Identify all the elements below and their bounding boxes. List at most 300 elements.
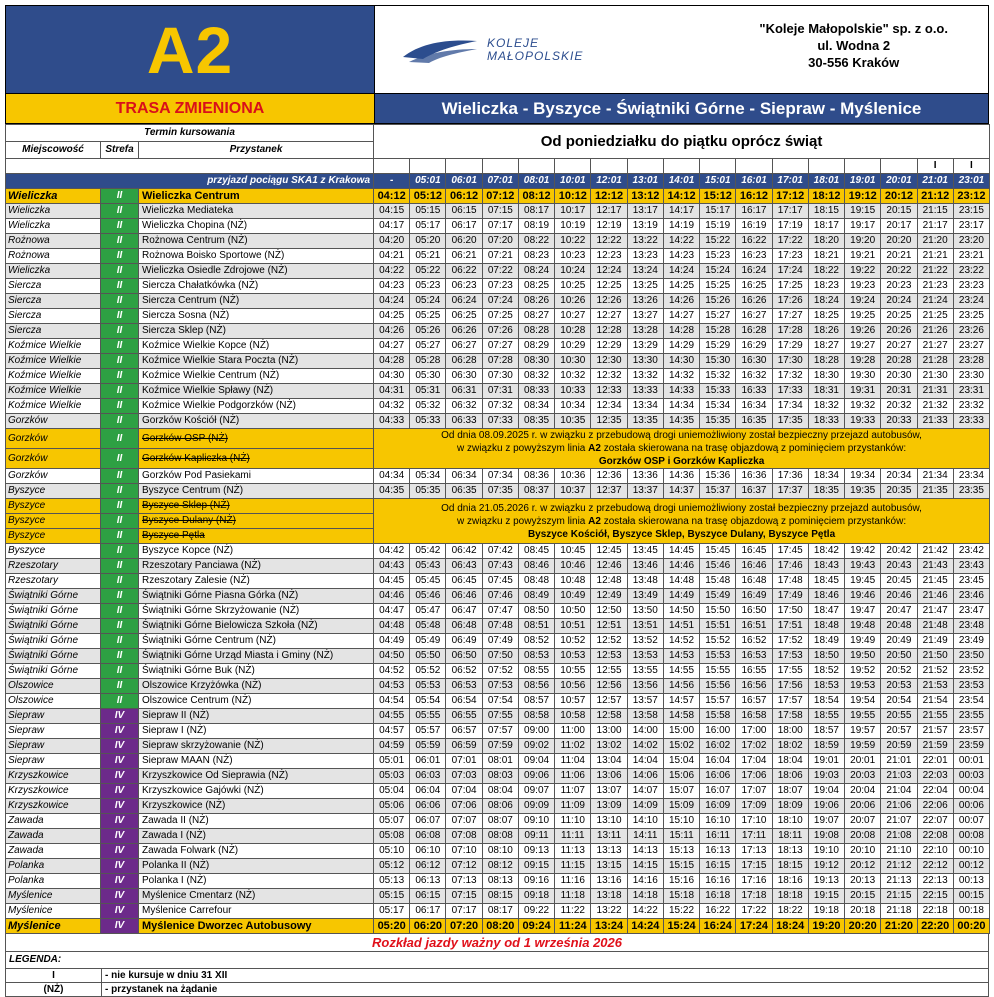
train-arrival-time: 07:01 <box>482 174 518 189</box>
departure-time: 23:27 <box>953 339 989 354</box>
town-name: Byszyce <box>6 514 101 529</box>
departure-time: 08:27 <box>518 309 554 324</box>
table-row <box>6 264 990 279</box>
departure-time: 12:27 <box>591 309 627 324</box>
departure-time: 07:57 <box>482 724 518 739</box>
departure-time: 06:17 <box>410 904 446 919</box>
legend-title: LEGENDA: <box>9 954 62 965</box>
table-row <box>6 859 990 874</box>
zone-badge: II <box>101 514 139 529</box>
departure-time: 13:15 <box>591 859 627 874</box>
departure-time: 08:17 <box>482 904 518 919</box>
departure-time: 23:20 <box>953 234 989 249</box>
departure-time: 18:50 <box>808 649 844 664</box>
departure-time: 21:50 <box>917 649 953 664</box>
departure-time: 17:19 <box>772 219 808 234</box>
departure-time: 00:20 <box>953 919 989 934</box>
departure-time: 18:28 <box>808 354 844 369</box>
departure-time: 17:26 <box>772 294 808 309</box>
town-name: Myślenice <box>6 904 101 919</box>
departure-time: 23:25 <box>953 309 989 324</box>
departure-time: 06:15 <box>410 889 446 904</box>
departure-time: 18:16 <box>772 874 808 889</box>
departure-time: 07:27 <box>482 339 518 354</box>
service-mark <box>663 159 699 174</box>
service-mark <box>482 159 518 174</box>
table-row <box>6 919 990 934</box>
notice-text: w związku z powyższym linia <box>457 443 589 454</box>
zone-badge: II <box>101 264 139 279</box>
table-row <box>6 219 990 234</box>
departure-time: 21:35 <box>917 484 953 499</box>
table-row <box>6 619 990 634</box>
departure-time: 18:06 <box>772 769 808 784</box>
town-name: Byszyce <box>6 499 101 514</box>
departure-time: 00:13 <box>953 874 989 889</box>
departure-time: 18:24 <box>808 294 844 309</box>
departure-time: 12:17 <box>591 204 627 219</box>
train-logo-icon <box>401 35 479 65</box>
departure-time: 08:25 <box>518 279 554 294</box>
table-row <box>6 234 990 249</box>
departure-time: 15:33 <box>700 384 736 399</box>
departure-time: 21:03 <box>881 769 917 784</box>
departure-time: 22:03 <box>917 769 953 784</box>
departure-time: 16:24 <box>736 264 772 279</box>
departure-time: 13:56 <box>627 679 663 694</box>
departure-time: 18:55 <box>808 709 844 724</box>
departure-time: 17:36 <box>772 469 808 484</box>
departure-time: 18:23 <box>808 279 844 294</box>
departure-time: 12:34 <box>591 399 627 414</box>
departure-time: 07:43 <box>482 559 518 574</box>
zone-badge: II <box>101 664 139 679</box>
departure-time: 16:58 <box>736 709 772 724</box>
departure-time: 20:24 <box>881 294 917 309</box>
departure-time: 17:22 <box>772 234 808 249</box>
departure-time: 12:51 <box>591 619 627 634</box>
departure-time: 08:12 <box>518 189 554 204</box>
departure-time: 21:20 <box>881 919 917 934</box>
departure-time: 07:45 <box>482 574 518 589</box>
table-row <box>6 724 990 739</box>
table-row <box>6 769 990 784</box>
departure-time: 15:48 <box>700 574 736 589</box>
table-row <box>6 189 990 204</box>
departure-time: 07:46 <box>482 589 518 604</box>
departure-time: 08:46 <box>518 559 554 574</box>
departure-time: 13:23 <box>627 249 663 264</box>
departure-time: 07:06 <box>446 799 482 814</box>
departure-time: 15:53 <box>700 649 736 664</box>
departure-time: 08:56 <box>518 679 554 694</box>
departure-time: 20:15 <box>845 889 881 904</box>
departure-time: 07:32 <box>482 399 518 414</box>
detour-notice <box>374 429 990 469</box>
departure-time: 16:49 <box>736 589 772 604</box>
train-arrival-time: 10:01 <box>555 174 591 189</box>
departure-time: 16:29 <box>736 339 772 354</box>
departure-time: 06:31 <box>446 384 482 399</box>
departure-time: 08:07 <box>482 814 518 829</box>
departure-time: 14:35 <box>663 414 699 429</box>
departure-time: 11:22 <box>555 904 591 919</box>
departure-time: 04:25 <box>374 309 410 324</box>
departure-time: 14:24 <box>627 919 663 934</box>
stop-name: Rożnowa Boisko Sportowe (NŻ) <box>139 249 374 264</box>
table-row <box>6 414 990 429</box>
departure-time: 19:31 <box>845 384 881 399</box>
departure-time: 08:13 <box>482 874 518 889</box>
departure-time: 18:02 <box>772 739 808 754</box>
departure-time: 04:46 <box>374 589 410 604</box>
departure-time: 16:17 <box>736 204 772 219</box>
departure-time: 15:04 <box>663 754 699 769</box>
stop-name: Wieliczka Osiedle Zdrojowe (NŻ) <box>139 264 374 279</box>
stop-name: Byszyce Dulany (NŻ) <box>139 514 374 529</box>
departure-time: 09:11 <box>518 829 554 844</box>
train-arrival-time: 16:01 <box>736 174 772 189</box>
departure-time: 04:26 <box>374 324 410 339</box>
departure-time: 05:35 <box>410 484 446 499</box>
departure-time: 16:24 <box>700 919 736 934</box>
departure-time: 14:06 <box>627 769 663 784</box>
town-name: Byszyce <box>6 484 101 499</box>
departure-time: 13:35 <box>627 414 663 429</box>
departure-time: 04:17 <box>374 219 410 234</box>
zone-badge: II <box>101 589 139 604</box>
stop-name: Gorzków Pod Pasiekami <box>139 469 374 484</box>
departure-time: 10:30 <box>555 354 591 369</box>
departure-time: 05:13 <box>374 874 410 889</box>
departure-time: 07:20 <box>482 234 518 249</box>
departure-time: 22:20 <box>917 919 953 934</box>
notice-route: A2 <box>588 443 601 454</box>
departure-time: 04:47 <box>374 604 410 619</box>
table-row <box>6 294 990 309</box>
departure-time: 19:45 <box>845 574 881 589</box>
table-row <box>6 649 990 664</box>
zone-badge: II <box>101 679 139 694</box>
zone-badge: IV <box>101 859 139 874</box>
departure-time: 19:46 <box>845 589 881 604</box>
departure-time: 19:17 <box>845 219 881 234</box>
departure-time: 13:46 <box>627 559 663 574</box>
train-arrival-time: 17:01 <box>772 174 808 189</box>
departure-time: 12:53 <box>591 649 627 664</box>
departure-time: 11:10 <box>555 814 591 829</box>
departure-time: 08:35 <box>518 414 554 429</box>
departure-time: 23:35 <box>953 484 989 499</box>
departure-time: 21:47 <box>917 604 953 619</box>
departure-time: 10:24 <box>555 264 591 279</box>
departure-time: 13:53 <box>627 649 663 664</box>
table-row <box>6 469 990 484</box>
departure-time: 21:31 <box>917 384 953 399</box>
departure-time: 16:37 <box>736 484 772 499</box>
departure-time: 12:49 <box>591 589 627 604</box>
departure-time: 20:42 <box>881 544 917 559</box>
train-arrival-time: 18:01 <box>808 174 844 189</box>
departure-time: 16:22 <box>700 904 736 919</box>
departure-time: 20:52 <box>881 664 917 679</box>
train-arrival-time: 05:01 <box>410 174 446 189</box>
departure-time: 06:33 <box>446 414 482 429</box>
departure-time: 21:32 <box>917 399 953 414</box>
departure-time: 06:03 <box>410 769 446 784</box>
departure-time: 12:22 <box>591 234 627 249</box>
stop-name: Gorzków Kapliczka (NŻ) <box>139 449 374 469</box>
departure-time: 06:13 <box>410 874 446 889</box>
departure-time: 16:36 <box>736 469 772 484</box>
departure-time: 05:32 <box>410 399 446 414</box>
departure-time: 15:16 <box>663 874 699 889</box>
departure-time: 04:49 <box>374 634 410 649</box>
departure-time: 16:23 <box>736 249 772 264</box>
departure-time: 04:30 <box>374 369 410 384</box>
departure-time: 21:49 <box>917 634 953 649</box>
departure-time: 18:12 <box>808 189 844 204</box>
stop-name: Byszyce Centrum (NŻ) <box>139 484 374 499</box>
departure-time: 23:28 <box>953 354 989 369</box>
departure-time: 23:17 <box>953 219 989 234</box>
departure-time: 06:42 <box>446 544 482 559</box>
departure-time: 17:58 <box>772 709 808 724</box>
departure-time: 07:23 <box>482 279 518 294</box>
zone-badge: II <box>101 324 139 339</box>
departure-time: 15:23 <box>700 249 736 264</box>
departure-time: 17:30 <box>772 354 808 369</box>
departure-time: 08:17 <box>518 204 554 219</box>
departure-time: 20:20 <box>845 919 881 934</box>
departure-time: 13:27 <box>627 309 663 324</box>
departure-time: 15:36 <box>700 469 736 484</box>
departure-time: 14:09 <box>627 799 663 814</box>
table-row <box>6 844 990 859</box>
departure-time: 06:35 <box>446 484 482 499</box>
departure-time: 09:24 <box>518 919 554 934</box>
departure-time: 05:52 <box>410 664 446 679</box>
departure-time: 06:46 <box>446 589 482 604</box>
departure-time: 05:15 <box>410 204 446 219</box>
departure-time: 06:55 <box>446 709 482 724</box>
departure-time: 17:33 <box>772 384 808 399</box>
departure-time: 06:01 <box>410 754 446 769</box>
departure-time: 23:48 <box>953 619 989 634</box>
departure-time: 10:48 <box>555 574 591 589</box>
departure-time: 20:30 <box>881 369 917 384</box>
departure-time: 20:45 <box>881 574 917 589</box>
stop-name: Byszyce Pętla <box>139 529 374 544</box>
departure-time: 18:31 <box>808 384 844 399</box>
departure-time: 21:15 <box>917 204 953 219</box>
departure-time: 21:53 <box>917 679 953 694</box>
notice-line: Od dnia 08.09.2025 r. w związku z przebudową drogi uniemożliwiony został bezpieczny przejazd autobusów, <box>441 430 922 441</box>
departure-time: 21:12 <box>917 189 953 204</box>
departure-time: 09:18 <box>518 889 554 904</box>
stop-name: Krzyszkowice (NŻ) <box>139 799 374 814</box>
departure-time: 05:21 <box>410 249 446 264</box>
departure-time: 21:01 <box>881 754 917 769</box>
departure-time: 16:53 <box>736 649 772 664</box>
table-row <box>6 249 990 264</box>
departure-time: 21:48 <box>917 619 953 634</box>
departure-time: 20:35 <box>881 484 917 499</box>
departure-time: 23:55 <box>953 709 989 724</box>
departure-time: 13:24 <box>627 264 663 279</box>
departure-time: 18:21 <box>808 249 844 264</box>
departure-time: 04:15 <box>374 204 410 219</box>
departure-time: 16:30 <box>736 354 772 369</box>
departure-time: 16:52 <box>736 634 772 649</box>
route-changed-banner: TRASA ZMIENIONA <box>6 94 375 123</box>
departure-time: 20:26 <box>881 324 917 339</box>
departure-time: 14:23 <box>663 249 699 264</box>
departure-time: 16:02 <box>700 739 736 754</box>
departure-time: 18:53 <box>808 679 844 694</box>
departure-time: 18:00 <box>772 724 808 739</box>
legend <box>5 952 989 997</box>
departure-time: 18:45 <box>808 574 844 589</box>
train-arrival-time: 19:01 <box>845 174 881 189</box>
departure-time: 22:01 <box>917 754 953 769</box>
departure-time: 12:24 <box>591 264 627 279</box>
departure-time: 09:22 <box>518 904 554 919</box>
departure-time: 05:17 <box>374 904 410 919</box>
departure-time: 17:07 <box>736 784 772 799</box>
departure-time: 05:07 <box>374 814 410 829</box>
departure-time: 15:45 <box>700 544 736 559</box>
departure-time: 15:24 <box>700 264 736 279</box>
departure-time: 07:31 <box>482 384 518 399</box>
departure-time: 14:16 <box>627 874 663 889</box>
departure-time: 12:12 <box>591 189 627 204</box>
departure-time: 11:24 <box>555 919 591 934</box>
departure-time: 18:34 <box>808 469 844 484</box>
notice-line: Od dnia 21.05.2026 r. w związku z przebudową drogi uniemożliwiony został bezpieczny przejazd autobusów, <box>441 502 922 514</box>
departure-time: 16:48 <box>736 574 772 589</box>
departure-time: 04:42 <box>374 544 410 559</box>
service-mark <box>808 159 844 174</box>
departure-time: 05:15 <box>374 889 410 904</box>
departure-time: 18:10 <box>772 814 808 829</box>
departure-time: 15:06 <box>663 769 699 784</box>
departure-time: 17:24 <box>772 264 808 279</box>
departure-time: 17:12 <box>772 189 808 204</box>
departure-time: 17:49 <box>772 589 808 604</box>
departure-time: 13:58 <box>627 709 663 724</box>
departure-time: 07:42 <box>482 544 518 559</box>
departure-time: 17:53 <box>772 649 808 664</box>
departure-time: 04:32 <box>374 399 410 414</box>
validity-note: Rozkład jazdy ważny od 1 września 2026 <box>5 934 989 952</box>
column-town: Miejscowość <box>6 142 101 159</box>
departure-time: 10:58 <box>555 709 591 724</box>
departure-time: 20:27 <box>881 339 917 354</box>
departure-time: 23:53 <box>953 679 989 694</box>
town-name: Gorzków <box>6 469 101 484</box>
table-row <box>6 709 990 724</box>
departure-time: 11:11 <box>555 829 591 844</box>
notice-line <box>376 442 987 455</box>
notice-skipped-stops: Byszyce Kościół, Byszyce Sklep, Byszyce Dulany, Byszyce Pętla <box>527 528 836 540</box>
logo-text <box>487 37 583 63</box>
departure-time: 19:26 <box>845 324 881 339</box>
zone-badge: II <box>101 189 139 204</box>
table-row <box>6 889 990 904</box>
departure-time: 06:27 <box>446 339 482 354</box>
town-name: Wieliczka <box>6 189 101 204</box>
departure-time: 10:12 <box>555 189 591 204</box>
termin-row <box>6 125 990 142</box>
departure-time: 23:33 <box>953 414 989 429</box>
departure-time: 22:10 <box>917 844 953 859</box>
departure-time: 07:22 <box>482 264 518 279</box>
departure-time: 07:10 <box>446 844 482 859</box>
departure-time: 08:19 <box>518 219 554 234</box>
departure-time: 18:43 <box>808 559 844 574</box>
stop-name: Wieliczka Chopina (NŻ) <box>139 219 374 234</box>
town-name: Rożnowa <box>6 234 101 249</box>
departure-time: 17:10 <box>736 814 772 829</box>
departure-time: 08:20 <box>482 919 518 934</box>
departure-time: 16:32 <box>736 369 772 384</box>
stop-name: Zawada II (NŻ) <box>139 814 374 829</box>
departure-time: 05:01 <box>374 754 410 769</box>
table-row <box>6 544 990 559</box>
departure-time: 07:30 <box>482 369 518 384</box>
departure-time: 16:26 <box>736 294 772 309</box>
departure-time: 07:15 <box>482 204 518 219</box>
departure-time: 13:51 <box>627 619 663 634</box>
departure-time: 15:49 <box>700 589 736 604</box>
town-name: Zawada <box>6 814 101 829</box>
departure-time: 05:25 <box>410 309 446 324</box>
departure-time: 18:04 <box>772 754 808 769</box>
departure-time: 05:24 <box>410 294 446 309</box>
departure-time: 08:01 <box>482 754 518 769</box>
departure-time: 08:06 <box>482 799 518 814</box>
departure-time: 11:02 <box>555 739 591 754</box>
departure-time: 19:15 <box>845 204 881 219</box>
departure-time: 20:46 <box>881 589 917 604</box>
departure-time: 16:45 <box>736 544 772 559</box>
town-name: Myślenice <box>6 919 101 934</box>
zone-badge: IV <box>101 874 139 889</box>
departure-time: 18:11 <box>772 829 808 844</box>
operating-days: Od poniedziałku do piątku oprócz świąt <box>374 125 990 159</box>
zone-badge: IV <box>101 754 139 769</box>
zone-badge: II <box>101 384 139 399</box>
departure-time: 14:26 <box>663 294 699 309</box>
town-name: Krzyszkowice <box>6 799 101 814</box>
departure-time: 08:24 <box>518 264 554 279</box>
town-name: Siercza <box>6 324 101 339</box>
town-name: Siepraw <box>6 709 101 724</box>
departure-time: 14:18 <box>627 889 663 904</box>
zone-badge: II <box>101 469 139 484</box>
table-row <box>6 484 990 499</box>
departure-time: 07:01 <box>446 754 482 769</box>
company-name: "Koleje Małopolskie" sp. z o.o. <box>759 21 948 36</box>
departure-time: 06:34 <box>446 469 482 484</box>
operator-logo <box>401 35 583 65</box>
departure-time: 19:18 <box>808 904 844 919</box>
departure-time: 12:25 <box>591 279 627 294</box>
departure-time: 15:46 <box>700 559 736 574</box>
departure-time: 06:25 <box>446 309 482 324</box>
departure-time: 05:46 <box>410 589 446 604</box>
